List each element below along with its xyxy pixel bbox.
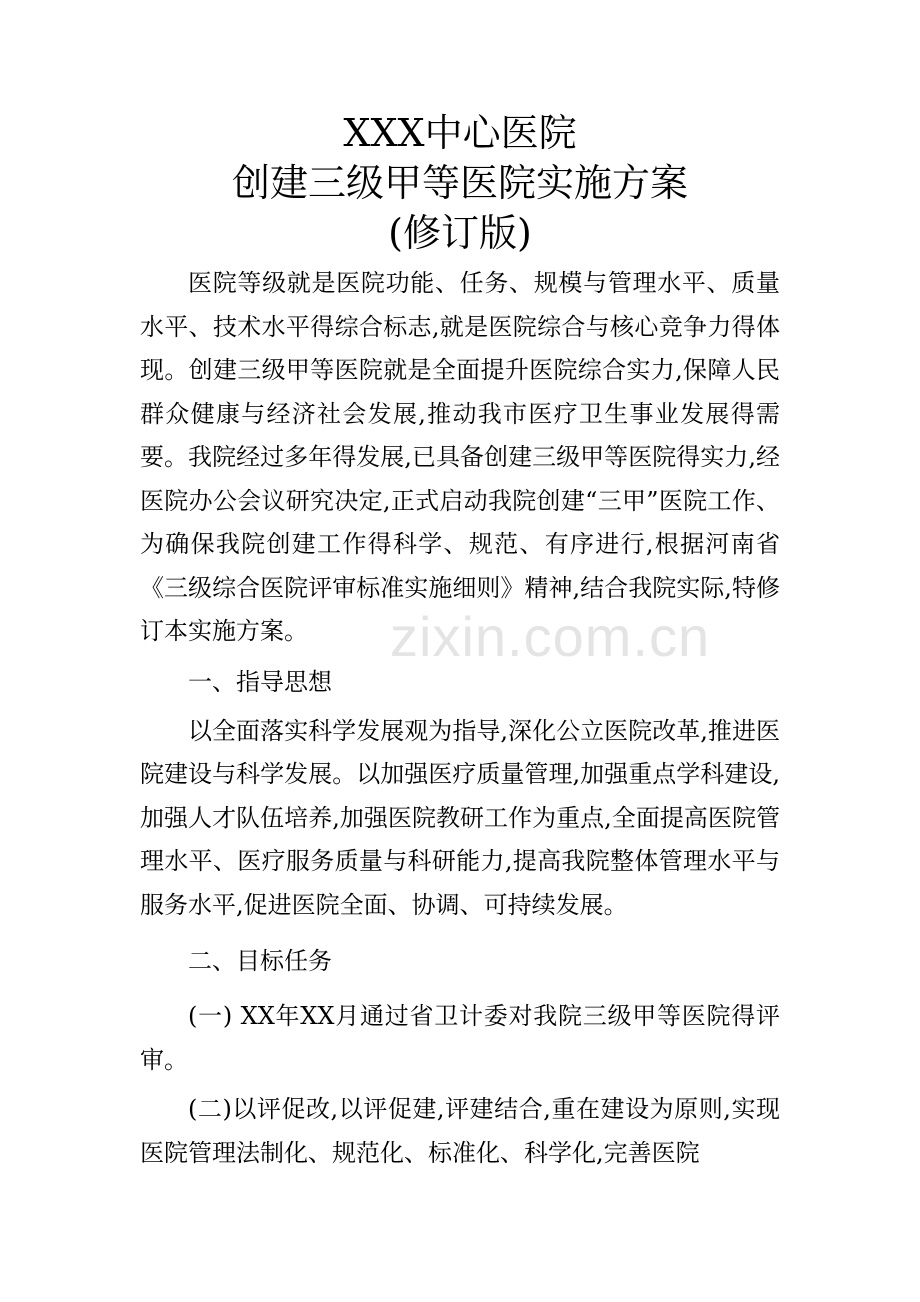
title-revision-label: (修订版)	[388, 211, 532, 255]
section-heading-goals: 二、目标任务	[188, 947, 332, 975]
intro-paragraph: 医院等级就是医院功能、任务、规模与管理水平、质量水平、技术水平得综合标志,就是医院综合与核心竞争力得体现。创建三级甲等医院就是全面提升医院综合实力,保障人民群众健康与经济社会发展,推动我市医疗卫生事业发展得需要。我院经过多年得发展,已具备创建三级甲等医院得实力,经医院办公会议研究决定,正式启动我院创建“三甲”医院工作、为确保我院创建工作得科学、规范、有序进行,根据河南省《三级综合医院评审标准实施细则》精神,结合我院实际,特修订本实施方案。	[140, 269, 780, 645]
goal-item-2: (二)以评促改,以评促建,评建结合,重在建设为原则,实现医院管理法制化、规范化、标准化、科学化,完善医院	[140, 1095, 780, 1167]
document-body	[140, 262, 780, 1175]
title-plan-name: 创建三级甲等医院实施方案	[231, 161, 688, 205]
goal-item-1: (一) XX年XX月通过省卫计委对我院三级甲等医院得评审。	[140, 1002, 780, 1074]
section-heading-guiding-ideology: 一、指导思想	[188, 667, 332, 696]
title-hospital-name: XXX中心医院	[343, 111, 577, 155]
watermark: zixin.com.cn	[390, 605, 711, 668]
guiding-ideology-paragraph: 以全面落实科学发展观为指导,深化公立医院改革,推进医院建设与科学发展。以加强医疗质量管理,加强重点学科建设,加强人才队伍培养,加强医院教研工作为重点,全面提高医院管理水平、医疗服务质量与科研能力,提高我院整体管理水平与服务水平,促进医院全面、协调、可持续发展。	[140, 716, 780, 919]
document-title	[0, 108, 920, 258]
